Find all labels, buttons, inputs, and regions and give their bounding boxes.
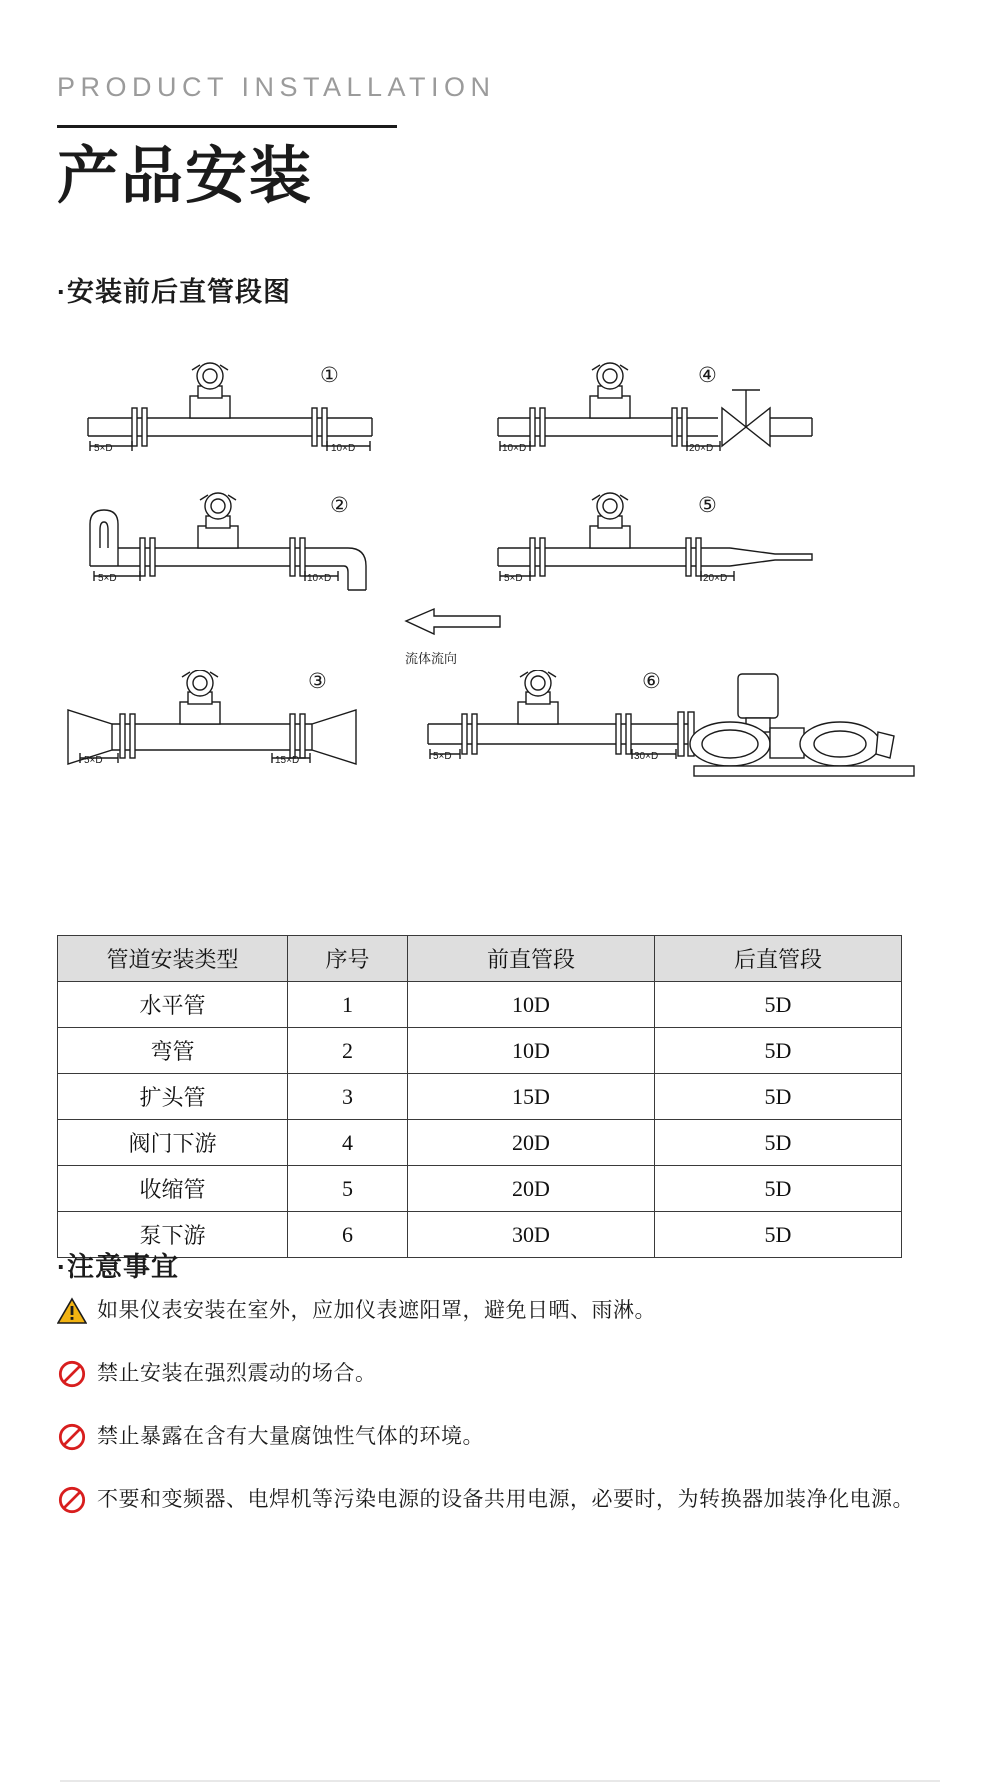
eyebrow-text: PRODUCT INSTALLATION	[57, 72, 496, 102]
table-cell: 6	[288, 1212, 408, 1258]
diagram-5-upstream: 5×D	[504, 573, 523, 584]
page-title: 产品安装	[57, 142, 314, 211]
diagram-2	[80, 490, 390, 605]
table-row	[58, 982, 902, 1028]
notes-section-heading: ·注意事宜	[57, 1252, 179, 1282]
diagram-5-downstream: 20×D	[703, 573, 728, 584]
diagram-4-svg	[490, 360, 820, 470]
diagram-1-downstream: 10×D	[331, 443, 356, 454]
table-cell: 1	[288, 982, 408, 1028]
straight-pipe-table	[57, 935, 902, 1258]
note-item	[57, 1421, 917, 1456]
table-cell: 5D	[655, 1028, 902, 1074]
diagram-6-number: ⑥	[642, 670, 661, 693]
diagram-group	[50, 360, 950, 785]
flow-direction-label: 流体流向	[405, 651, 458, 666]
table-cell: 5D	[655, 982, 902, 1028]
diagram-1	[80, 360, 380, 475]
table-cell: 10D	[408, 1028, 655, 1074]
diagram-2-number: ②	[330, 494, 349, 517]
table-cell: 5D	[655, 1166, 902, 1212]
diagram-3-number: ③	[308, 670, 327, 693]
footer-divider	[60, 1780, 940, 1782]
diagram-2-upstream: 5×D	[98, 573, 117, 584]
table-cell: 水平管	[58, 982, 288, 1028]
note-text: 如果仪表安装在室外，应加仪表遮阳罩，避免日晒、雨淋。	[97, 1299, 656, 1322]
table-cell: 2	[288, 1028, 408, 1074]
prohibited-icon	[57, 1358, 97, 1393]
prohibited-icon	[57, 1421, 97, 1456]
diagram-3-downstream: 15×D	[275, 755, 300, 766]
table-cell: 扩头管	[58, 1074, 288, 1120]
table-cell: 4	[288, 1120, 408, 1166]
table-row	[58, 1166, 902, 1212]
note-text: 禁止安装在强烈震动的场合。	[97, 1362, 377, 1385]
note-text: 禁止暴露在含有大量腐蚀性气体的环境。	[97, 1425, 484, 1448]
table-cell: 15D	[408, 1074, 655, 1120]
straight-pipe-table-wrap	[57, 935, 902, 1258]
table-cell: 5D	[655, 1212, 902, 1258]
diagram-3	[60, 670, 390, 785]
table-cell: 弯管	[58, 1028, 288, 1074]
diagram-5-number: ⑤	[698, 494, 717, 517]
note-text: 不要和变频器、电焊机等污染电源的设备共用电源，必要时，为转换器加装净化电源。	[97, 1488, 914, 1511]
diagram-5-svg	[490, 490, 820, 600]
table-header-cell: 序号	[288, 936, 408, 982]
diagram-5	[490, 490, 820, 605]
title-divider	[57, 125, 397, 128]
diagram-6	[420, 670, 940, 790]
note-item	[57, 1295, 917, 1330]
table-cell: 20D	[408, 1166, 655, 1212]
diagram-4	[490, 360, 820, 475]
note-item	[57, 1484, 917, 1519]
diagram-1-number: ①	[320, 364, 339, 387]
table-cell: 5	[288, 1166, 408, 1212]
table-header-cell: 前直管段	[408, 936, 655, 982]
diagram-section-heading: ·安装前后直管段图	[57, 277, 291, 307]
table-row	[58, 1028, 902, 1074]
diagram-1-svg	[80, 360, 380, 470]
diagram-2-svg	[80, 490, 390, 600]
table-header-cell: 后直管段	[655, 936, 902, 982]
table-cell: 20D	[408, 1120, 655, 1166]
table-cell: 30D	[408, 1212, 655, 1258]
table-row	[58, 1120, 902, 1166]
diagram-4-upstream: 10×D	[502, 443, 527, 454]
notes-list	[57, 1295, 917, 1547]
table-cell: 泵下游	[58, 1212, 288, 1258]
diagram-6-upstream: 5×D	[433, 751, 452, 762]
diagram-1-upstream: 5×D	[94, 443, 113, 454]
table-header-row	[58, 936, 902, 982]
table-row	[58, 1212, 902, 1258]
table-cell: 阀门下游	[58, 1120, 288, 1166]
table-cell: 5D	[655, 1120, 902, 1166]
table-cell: 5D	[655, 1074, 902, 1120]
diagram-6-downstream: 30×D	[634, 751, 659, 762]
table-cell: 10D	[408, 982, 655, 1028]
diagram-4-downstream: 20×D	[689, 443, 714, 454]
prohibited-icon	[57, 1484, 97, 1519]
table-cell: 收缩管	[58, 1166, 288, 1212]
warning-triangle-icon	[57, 1295, 97, 1330]
diagram-3-svg	[60, 670, 390, 780]
diagram-2-downstream: 10×D	[307, 573, 332, 584]
table-cell: 3	[288, 1074, 408, 1120]
page-header	[57, 72, 496, 209]
diagram-3-upstream: 5×D	[84, 755, 103, 766]
diagram-6-svg	[420, 670, 940, 785]
table-header-cell: 管道安装类型	[58, 936, 288, 982]
note-item	[57, 1358, 917, 1393]
diagram-4-number: ④	[698, 364, 717, 387]
flow-arrow-svg	[400, 605, 520, 651]
table-row	[58, 1074, 902, 1120]
